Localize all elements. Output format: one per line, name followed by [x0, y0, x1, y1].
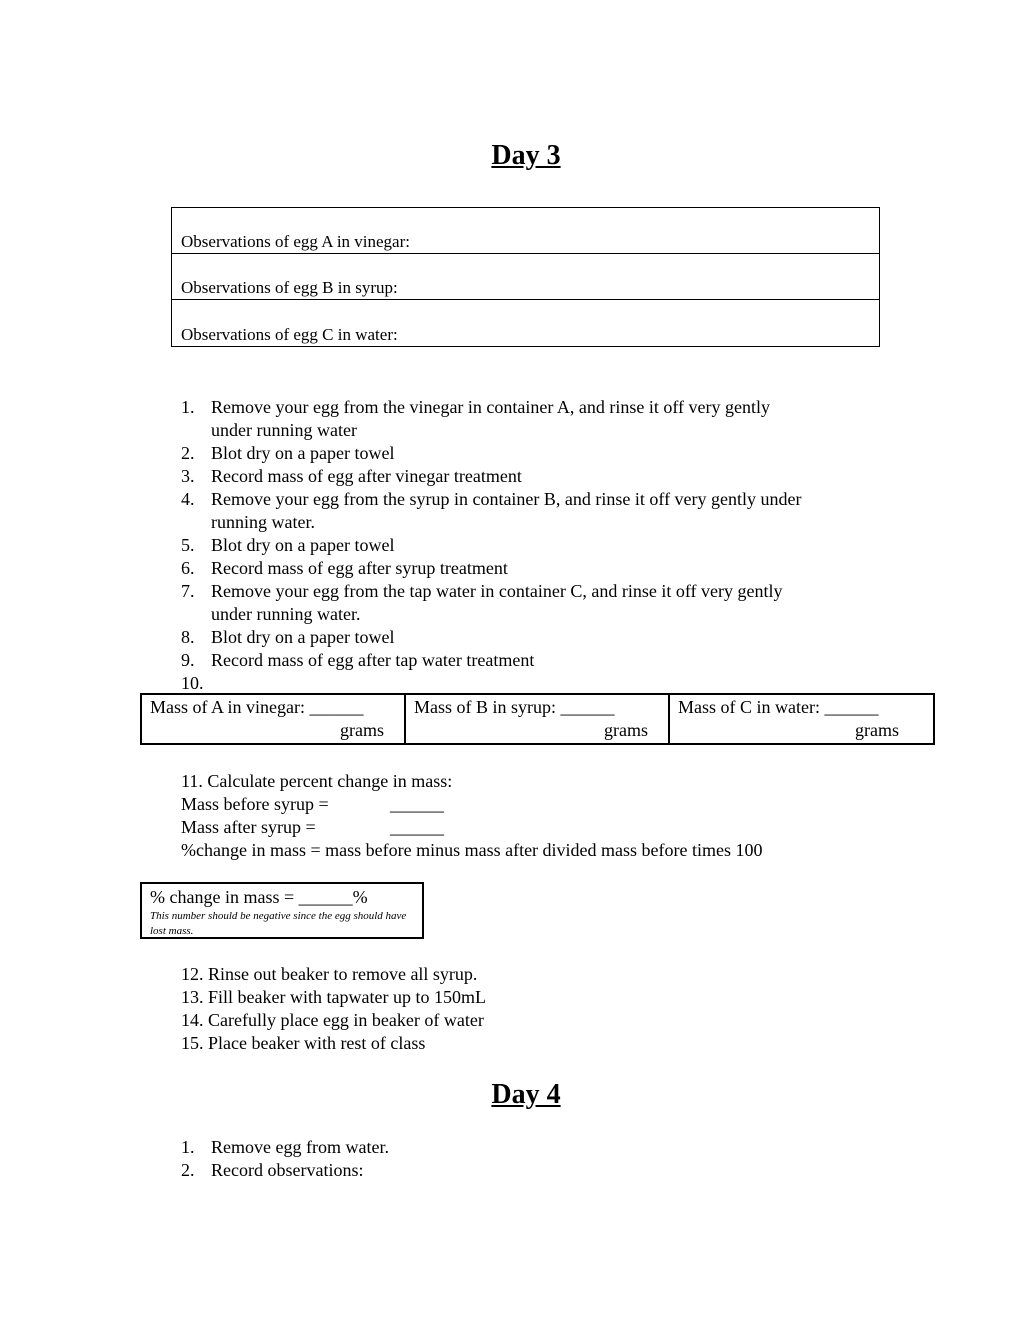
step-text: 12. Rinse out beaker to remove all syrup. — [181, 964, 478, 984]
mass-cell-egg-c[interactable] — [670, 695, 933, 743]
day3-heading: Day 3 — [491, 140, 561, 171]
step-text: Remove your egg from the tap water in container C, and rinse it off very gently — [211, 581, 783, 601]
percent-change-box[interactable] — [140, 882, 424, 939]
observation-row-egg-c[interactable] — [172, 300, 879, 346]
percent-change-label: % change in mass = ______% — [150, 887, 368, 907]
mass-unit: grams — [855, 720, 899, 740]
step-text: Remove egg from water. — [211, 1137, 389, 1157]
calc-title: 11. Calculate percent change in mass: — [181, 771, 453, 791]
mass-label: Mass of C in water: ______ — [678, 697, 879, 717]
step-text: Record observations: — [211, 1160, 364, 1180]
step-number: 2. — [181, 443, 195, 463]
step-text: under running water — [211, 420, 357, 440]
step-text: 15. Place beaker with rest of class — [181, 1033, 426, 1053]
step-number: 6. — [181, 558, 195, 578]
observation-row-egg-a[interactable] — [172, 208, 879, 254]
percent-change-note: This number should be negative since the egg should have lost mass. — [150, 910, 407, 937]
step-number: 2. — [181, 1160, 195, 1180]
observation-label: Observations of egg B in syrup: — [181, 278, 398, 297]
mass-cell-egg-a[interactable] — [142, 695, 406, 743]
step-text: Record mass of egg after tap water treatment — [211, 650, 535, 670]
observation-label: Observations of egg C in water: — [181, 325, 398, 344]
mass-label: Mass of B in syrup: ______ — [414, 697, 615, 717]
step-text: running water. — [211, 512, 315, 532]
step-number: 5. — [181, 535, 195, 555]
step-text: Blot dry on a paper towel — [211, 443, 395, 463]
mass-cell-egg-b[interactable] — [406, 695, 670, 743]
mass-label: Mass of A in vinegar: ______ — [150, 697, 364, 717]
mass-after-blank[interactable]: ______ — [390, 817, 444, 837]
mass-unit: grams — [604, 720, 648, 740]
step-number: 3. — [181, 466, 195, 486]
step-text: Remove your egg from the syrup in container B, and rinse it off very gently under — [211, 489, 802, 509]
step-text: Record mass of egg after syrup treatment — [211, 558, 508, 578]
mass-unit: grams — [340, 720, 384, 740]
step-number: 9. — [181, 650, 195, 670]
observations-table — [171, 207, 880, 347]
mass-before-blank[interactable]: ______ — [390, 794, 444, 814]
step-number: 4. — [181, 489, 195, 509]
step-text: Blot dry on a paper towel — [211, 627, 395, 647]
step-text: 13. Fill beaker with tapwater up to 150mL — [181, 987, 486, 1007]
step-text: Remove your egg from the vinegar in container A, and rinse it off very gently — [211, 397, 771, 417]
observation-row-egg-b[interactable] — [172, 254, 879, 300]
step-text: under running water. — [211, 604, 361, 624]
mass-before-label: Mass before syrup = — [181, 794, 329, 814]
step-number: 1. — [181, 1137, 195, 1157]
step-text: Record mass of egg after vinegar treatment — [211, 466, 522, 486]
step-number: 8. — [181, 627, 195, 647]
mass-table — [140, 693, 935, 745]
step-number: 10. — [181, 673, 204, 693]
mass-after-label: Mass after syrup = — [181, 817, 316, 837]
step-text: Blot dry on a paper towel — [211, 535, 395, 555]
day4-heading: Day 4 — [491, 1079, 561, 1110]
step-text: 14. Carefully place egg in beaker of water — [181, 1010, 484, 1030]
observation-label: Observations of egg A in vinegar: — [181, 232, 410, 251]
step-number: 7. — [181, 581, 195, 601]
step-number: 1. — [181, 397, 195, 417]
percent-formula: %change in mass = mass before minus mass after divided mass before times 100 — [181, 840, 763, 860]
